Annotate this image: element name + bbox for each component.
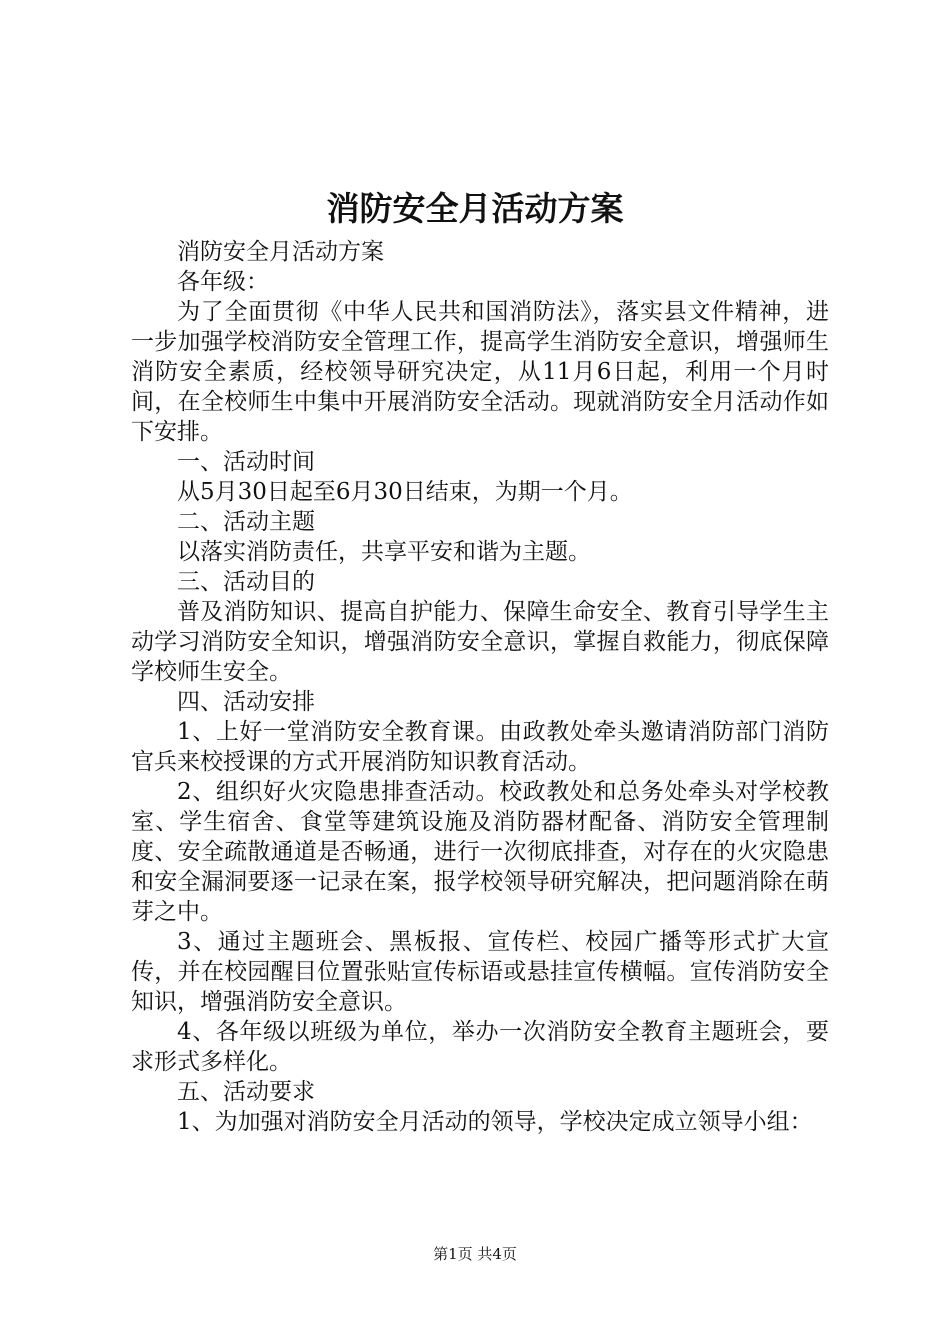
- paragraph-purpose: 普及消防知识、提高自护能力、保障生命安全、教育引导学生主动学习消防安全知识，增强消防安全意识，掌握自救能力，彻底保障学校师生安全。: [131, 599, 829, 685]
- section-heading-purpose: 三、活动目的: [177, 569, 315, 595]
- paragraph-requirements-1: 1、为加强对消防安全月活动的领导，学校决定成立领导小组：: [177, 1109, 813, 1135]
- section-heading-theme: 二、活动主题: [177, 509, 315, 535]
- paragraph-arrangement-2: 2、组织好火灾隐患排查活动。校政教处和总务处牵头对学校教室、学生宿舍、食堂等建筑设施及消防器材配备、消防安全管理制度、安全疏散通道是否畅通，进行一次彻底排查，对存在的火灾隐患和安全漏洞要逐一记录在案，报学校领导研究解决，把问题消除在萌芽之中。: [131, 779, 829, 925]
- section-heading-requirements: 五、活动要求: [177, 1079, 315, 1105]
- document-body: [131, 237, 829, 1137]
- paragraph-intro: 为了全面贯彻《中华人民共和国消防法》，落实县文件精神，进一步加强学校消防安全管理工作，提高学生消防安全意识，增强师生消防安全素质，经校领导研究决定，从11月6日起，利用一个月时间，在全校师生中集中开展消防安全活动。现就消防安全月活动作如下安排。: [131, 299, 829, 445]
- paragraph-salutation: 各年级：: [177, 269, 269, 295]
- paragraph-arrangement-4: 4、各年级以班级为单位，举办一次消防安全教育主题班会，要求形式多样化。: [131, 1019, 829, 1075]
- section-heading-arrangement: 四、活动安排: [177, 689, 315, 715]
- page-number-footer: 第1页 共4页: [433, 1245, 517, 1263]
- paragraph-arrangement-3: 3、通过主题班会、黑板报、宣传栏、校园广播等形式扩大宣传，并在校园醒目位置张贴宣传标语或悬挂宣传横幅。宣传消防安全知识，增强消防安全意识。: [131, 929, 829, 1015]
- section-heading-time: 一、活动时间: [177, 449, 315, 475]
- document-title: 消防安全月活动方案: [326, 189, 624, 228]
- paragraph-arrangement-1: 1、上好一堂消防安全教育课。由政教处牵头邀请消防部门消防官兵来校授课的方式开展消防知识教育活动。: [131, 719, 829, 775]
- paragraph-subtitle: 消防安全月活动方案: [177, 239, 384, 265]
- paragraph-theme: 以落实消防责任，共享平安和谐为主题。: [177, 539, 591, 565]
- paragraph-time: 从5月30日起至6月30日结束，为期一个月。: [177, 479, 633, 505]
